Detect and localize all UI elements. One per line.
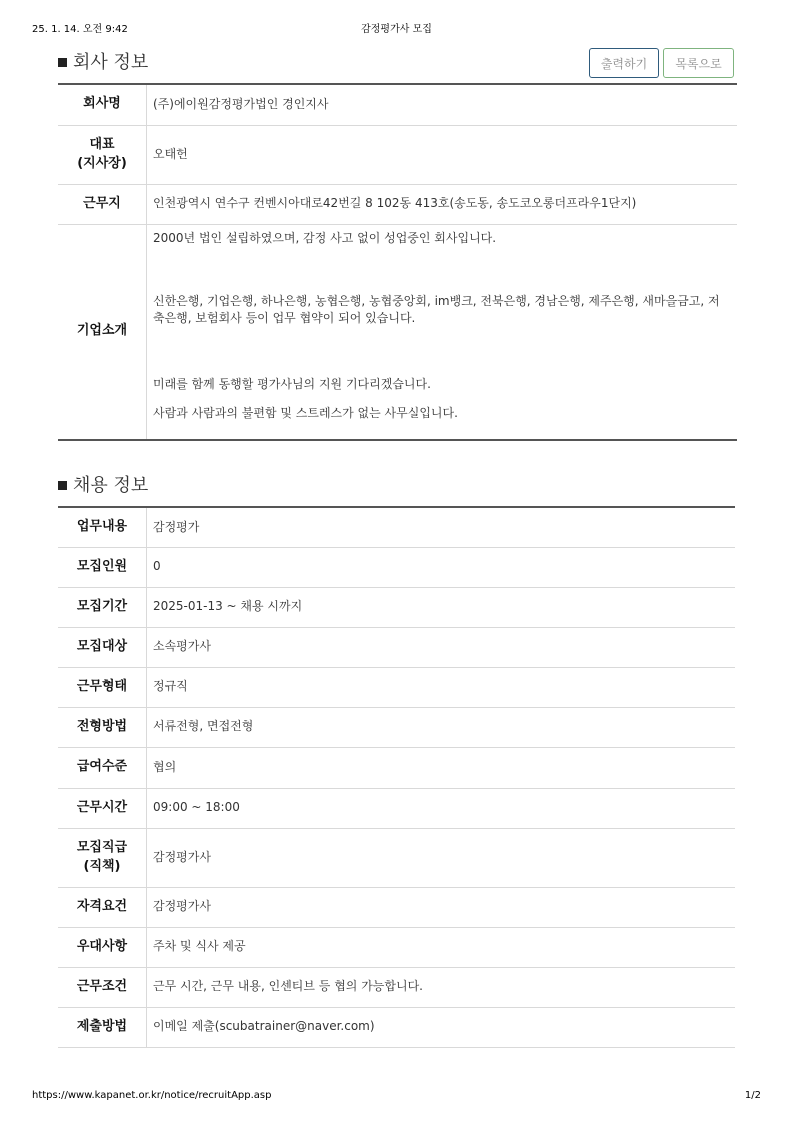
company-name: (주)에이원감정평가법인 경인지사: [147, 84, 738, 125]
company-heading: 회사 정보: [73, 52, 149, 73]
row-value: 협의: [147, 747, 736, 788]
row-label: 제출방법: [58, 1007, 147, 1047]
row-label: 우대사항: [58, 927, 147, 967]
table-row: [58, 547, 735, 587]
row-label: 모집인원: [58, 547, 147, 587]
row-value: 근무 시간, 근무 내용, 인센티브 등 협의 가능합니다.: [147, 967, 736, 1007]
intro-paragraph: 사람과 사람과의 불편함 및 스트레스가 없는 사무실입니다.: [153, 406, 458, 421]
print-footer: [32, 1090, 761, 1106]
company-ceo: 오태헌: [147, 125, 738, 184]
row-label: 업무내용: [58, 507, 147, 547]
recruit-heading: 채용 정보: [73, 475, 149, 496]
intro-paragraph: 2000년 법인 설립하였으며, 감정 사고 없이 성업중인 회사입니다.: [153, 230, 497, 245]
row-label: 근무형태: [58, 667, 147, 707]
square-bullet-icon: [58, 58, 67, 67]
row-value: 감정평가사: [147, 887, 736, 927]
print-header: [32, 20, 761, 36]
list-button[interactable]: 목록으로: [663, 48, 734, 78]
print-url: https://www.kapanet.or.kr/notice/recruitApp.asp: [32, 1090, 272, 1101]
company-section-title: [58, 48, 148, 74]
table-row: [58, 224, 737, 440]
print-date: 25. 1. 14. 오전 9:42: [32, 24, 128, 35]
table-row: [58, 184, 737, 224]
table-row: [58, 627, 735, 667]
table-row: [58, 927, 735, 967]
company-info-table: [58, 83, 737, 441]
row-value: 소속평가사: [147, 627, 736, 667]
table-row: [58, 84, 737, 125]
row-value: 감정평가사: [147, 828, 736, 887]
row-label: 모집기간: [58, 587, 147, 627]
row-label: 근무지: [58, 184, 147, 224]
row-label: 회사명: [58, 84, 147, 125]
table-row: [58, 125, 737, 184]
row-value: 서류전형, 면접전형: [147, 707, 736, 747]
action-buttons: [589, 48, 734, 78]
row-value: 09:00 ~ 18:00: [147, 788, 736, 828]
recruit-section-title: [58, 471, 148, 497]
row-value: 주차 및 식사 제공: [147, 927, 736, 967]
row-value: 정규직: [147, 667, 736, 707]
intro-paragraph: 신한은행, 기업은행, 하나은행, 농협은행, 농협중앙회, im뱅크, 전북은행, 경남은행, 제주은행, 새마을금고, 저축은행, 보험회사 등이 업무 협약이 되어 있습니다.: [153, 293, 720, 326]
square-bullet-icon: [58, 481, 67, 490]
row-label: 근무조건: [58, 967, 147, 1007]
row-label: 근무시간: [58, 788, 147, 828]
row-value: 감정평가: [147, 507, 736, 547]
print-button[interactable]: 출력하기: [589, 48, 659, 78]
table-row: [58, 828, 735, 887]
row-value: 2025-01-13 ~ 채용 시까지: [147, 587, 736, 627]
print-title: 감정평가사 모집: [361, 24, 432, 35]
company-location: 인천광역시 연수구 컨벤시아대로42번길 8 102동 413호(송도동, 송도코오롱더프라우1단지): [147, 184, 738, 224]
table-row: [58, 1007, 735, 1047]
table-row: [58, 707, 735, 747]
recruit-info-table: [58, 506, 735, 1048]
company-intro: [147, 224, 738, 440]
row-label: 대표 (지사장): [58, 125, 147, 184]
table-row: [58, 788, 735, 828]
row-label: 급여수준: [58, 747, 147, 788]
table-row: [58, 587, 735, 627]
table-row: [58, 507, 735, 547]
row-label: 전형방법: [58, 707, 147, 747]
table-row: [58, 667, 735, 707]
row-value: 0: [147, 547, 736, 587]
row-label: 자격요건: [58, 887, 147, 927]
table-row: [58, 747, 735, 788]
row-value: 이메일 제출(scubatrainer@naver.com): [147, 1007, 736, 1047]
row-label: 모집직급 (직책): [58, 828, 147, 887]
intro-paragraph: 미래를 함께 동행할 평가사님의 지원 기다리겠습니다.: [153, 376, 431, 391]
table-row: [58, 887, 735, 927]
row-label: 기업소개: [58, 224, 147, 440]
table-row: [58, 967, 735, 1007]
page-number: 1/2: [744, 1090, 761, 1101]
row-label: 모집대상: [58, 627, 147, 667]
